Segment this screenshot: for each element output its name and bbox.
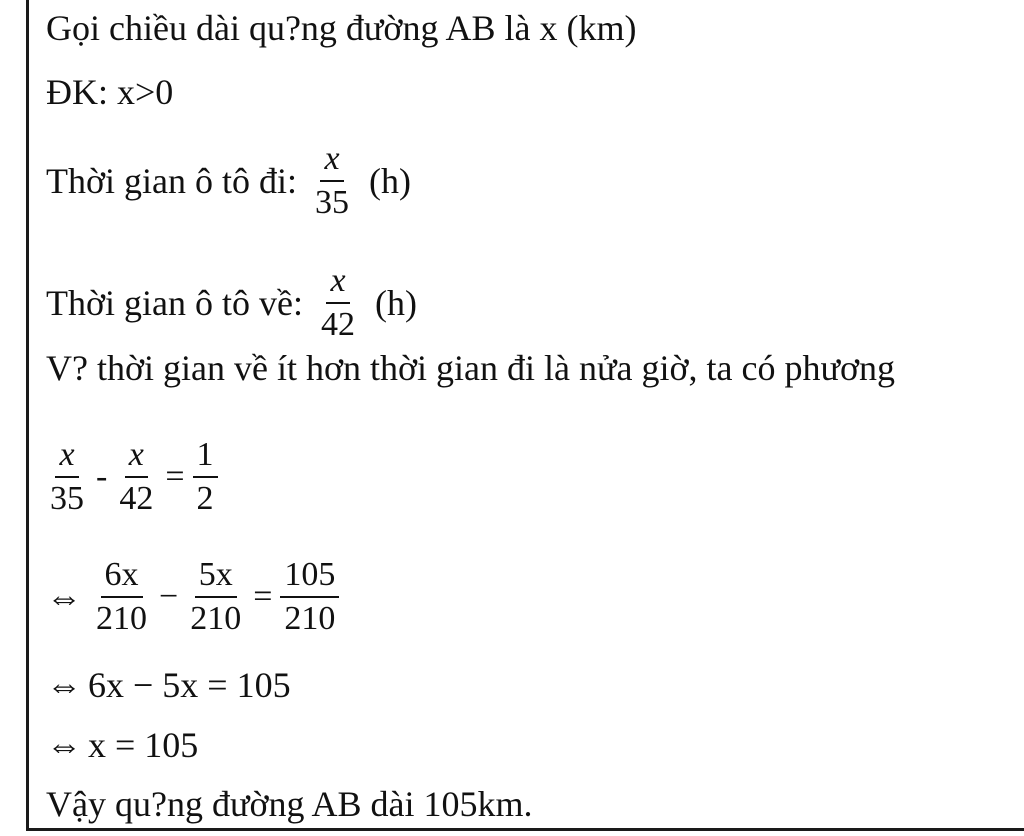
operator-minus: − bbox=[159, 578, 179, 615]
fraction-denominator: 35 bbox=[50, 480, 84, 517]
fraction-numerator: x bbox=[55, 436, 78, 478]
equivalence-symbol: ⇔ bbox=[46, 577, 82, 617]
fraction-numerator: 6x bbox=[101, 556, 143, 598]
equation-4 bbox=[46, 724, 198, 766]
fraction-denominator: 35 bbox=[315, 184, 350, 221]
time-go-label: Thời gian ô tô đi: bbox=[46, 161, 298, 201]
operator-equals: = bbox=[253, 578, 273, 615]
time-return-unit: (h) bbox=[375, 283, 417, 323]
equation-2 bbox=[46, 556, 343, 638]
time-return-label: Thời gian ô tô về: bbox=[46, 283, 303, 323]
eq2-fraction-3 bbox=[280, 556, 339, 638]
line-define-variable: Gọi chiều dài qu?ng đường AB là x (km) bbox=[46, 8, 637, 48]
fraction-denominator: 210 bbox=[96, 600, 147, 637]
fraction-denominator: 42 bbox=[119, 480, 154, 517]
fraction-denominator: 210 bbox=[284, 600, 336, 637]
fraction-denominator: 2 bbox=[196, 480, 214, 517]
fraction-denominator: 42 bbox=[321, 306, 355, 343]
line-reasoning: V? thời gian về ít hơn thời gian đi là nửa giờ, ta có phương bbox=[46, 348, 896, 388]
eq3-expression: 6x − 5x = 105 bbox=[88, 665, 291, 705]
eq2-fraction-1 bbox=[92, 556, 151, 638]
line-conclusion: Vậy qu?ng đường AB dài 105km. bbox=[46, 784, 533, 824]
fraction-numerator: x bbox=[326, 262, 349, 304]
fraction-numerator: 105 bbox=[280, 556, 339, 598]
fraction-time-go bbox=[311, 140, 353, 222]
eq2-fraction-2 bbox=[186, 556, 245, 638]
fraction-numerator: x bbox=[320, 140, 343, 182]
fraction-numerator: x bbox=[125, 436, 148, 478]
line-time-return bbox=[46, 262, 417, 344]
line-time-go bbox=[46, 140, 411, 222]
eq1-fraction-1 bbox=[46, 436, 88, 518]
fraction-numerator: 5x bbox=[195, 556, 237, 598]
equivalence-symbol: ⇔ bbox=[46, 725, 82, 765]
equation-1 bbox=[46, 436, 222, 518]
eq1-fraction-2 bbox=[115, 436, 157, 518]
fraction-denominator: 210 bbox=[190, 600, 242, 637]
time-go-unit: (h) bbox=[369, 161, 411, 201]
line-condition: ĐK: x>0 bbox=[46, 72, 174, 112]
eq4-expression: x = 105 bbox=[88, 725, 199, 765]
operator-equals: = bbox=[165, 458, 185, 495]
fraction-time-return bbox=[317, 262, 359, 344]
eq1-fraction-3 bbox=[193, 436, 218, 518]
equation-3 bbox=[46, 664, 291, 706]
fraction-numerator: 1 bbox=[193, 436, 218, 478]
operator-minus: - bbox=[96, 458, 108, 495]
document-frame bbox=[26, 0, 1024, 831]
equivalence-symbol: ⇔ bbox=[46, 665, 82, 705]
